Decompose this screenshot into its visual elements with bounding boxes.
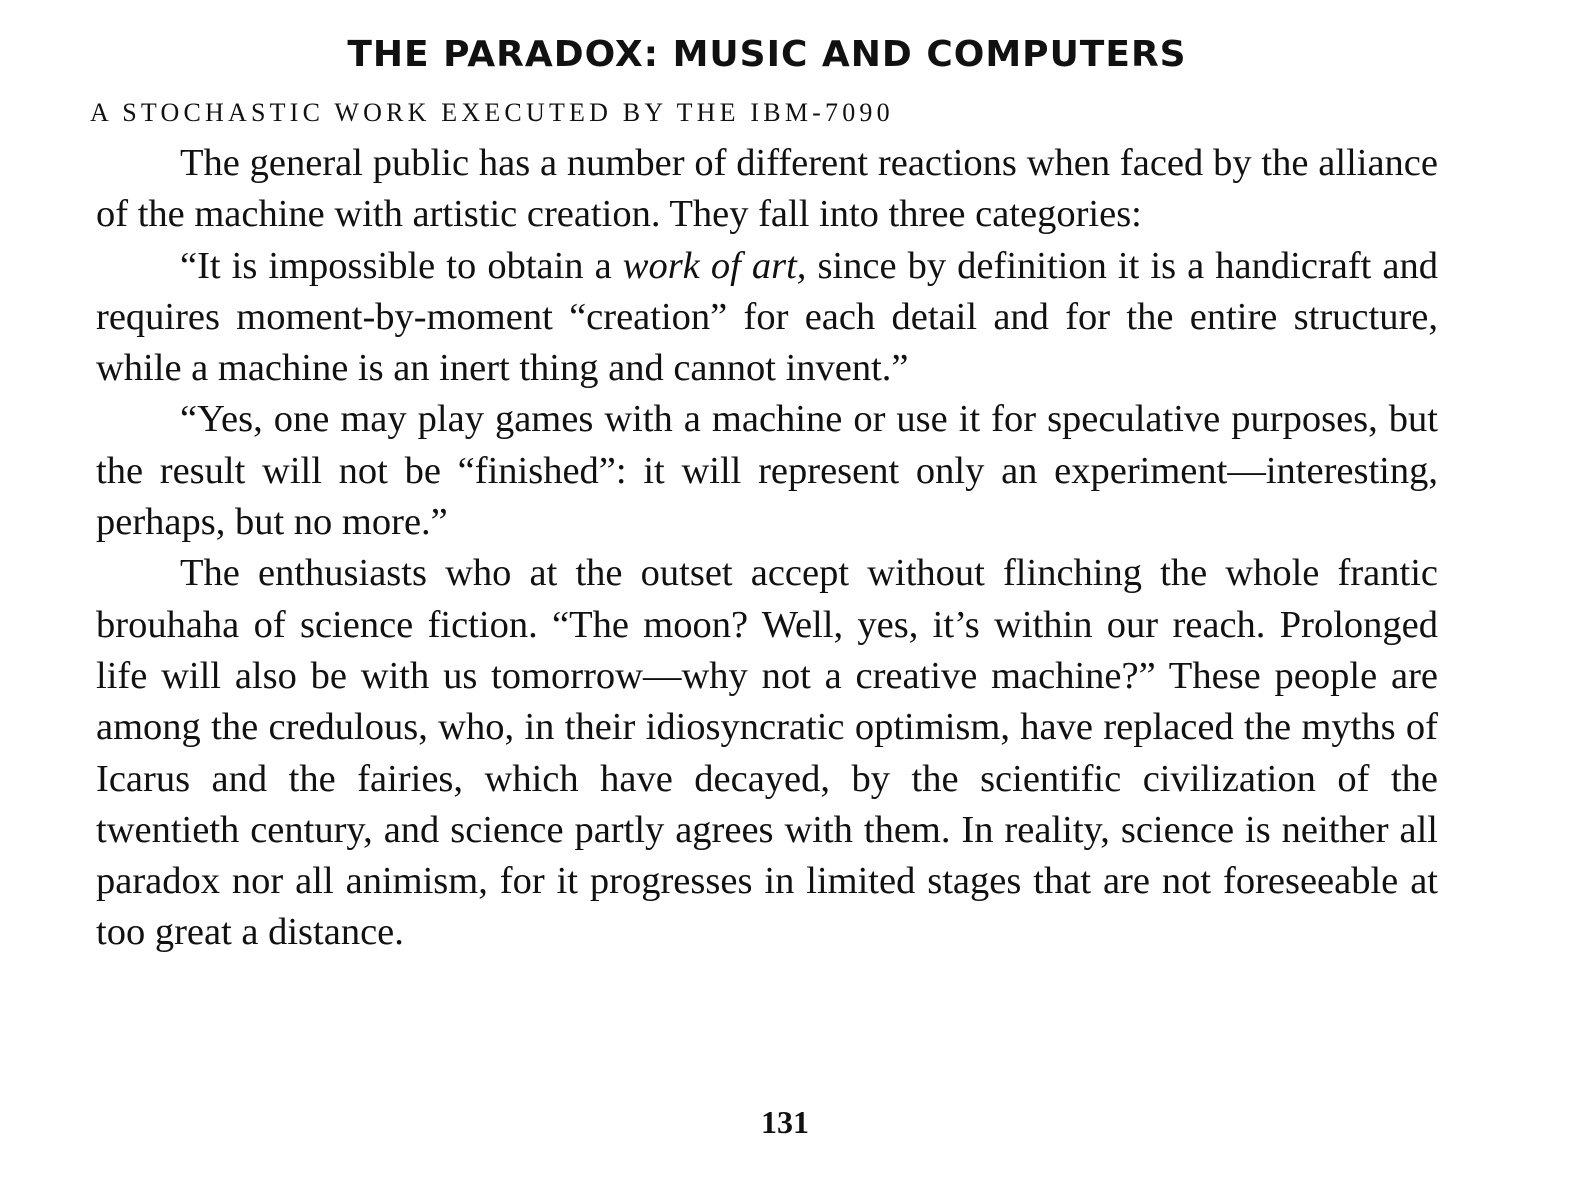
book-page <box>90 28 1438 959</box>
paragraph-enthusiasts: The enthusiasts who at the outset accept without flinching the whole frantic brouhaha of science fiction. “The moon? Well, yes, it’s within our reach. Prolonged life will also be with us tomorrow—why not a creative machine?” These people are among the credulous, who, in their idiosyncratic optimism, have replaced the myths of Icarus and the fairies, which have decayed, by the scientific civilization of the twentieth century, and science partly agrees with them. In reality, science is neither all paradox nor all animism, for it progresses in limited stages that are not foreseeable at too great a distance. <box>96 552 1438 954</box>
paragraph-intro: The general public has a number of different reactions when faced by the alliance of the machine with artistic creation. They fall into three categories: <box>96 142 1438 236</box>
page-header-title: THE PARADOX: MUSIC AND COMPUTERS <box>347 34 1187 75</box>
body-text <box>96 138 1438 959</box>
section-subhead: A STOCHASTIC WORK EXECUTED BY THE IBM-7090 <box>90 98 894 127</box>
paragraph-quote-1 <box>96 241 1438 395</box>
quote-1-start: “It is impossible to obtain a <box>180 244 623 287</box>
paragraph-quote-2: “Yes, one may play games with a machine or use it for speculative purposes, but the result will not be “finished”: it will represent only an experiment—interesting, perhaps, but no more.” <box>96 398 1438 544</box>
page-number: 131 <box>761 1104 809 1140</box>
quote-1-end: since by definition it is a handicraft and requires moment-by-moment “creation” for each detail and for the entire structure, while a machine is an inert thing and cannot invent.” <box>96 244 1438 390</box>
quote-1-italic: work of art, <box>622 244 807 287</box>
